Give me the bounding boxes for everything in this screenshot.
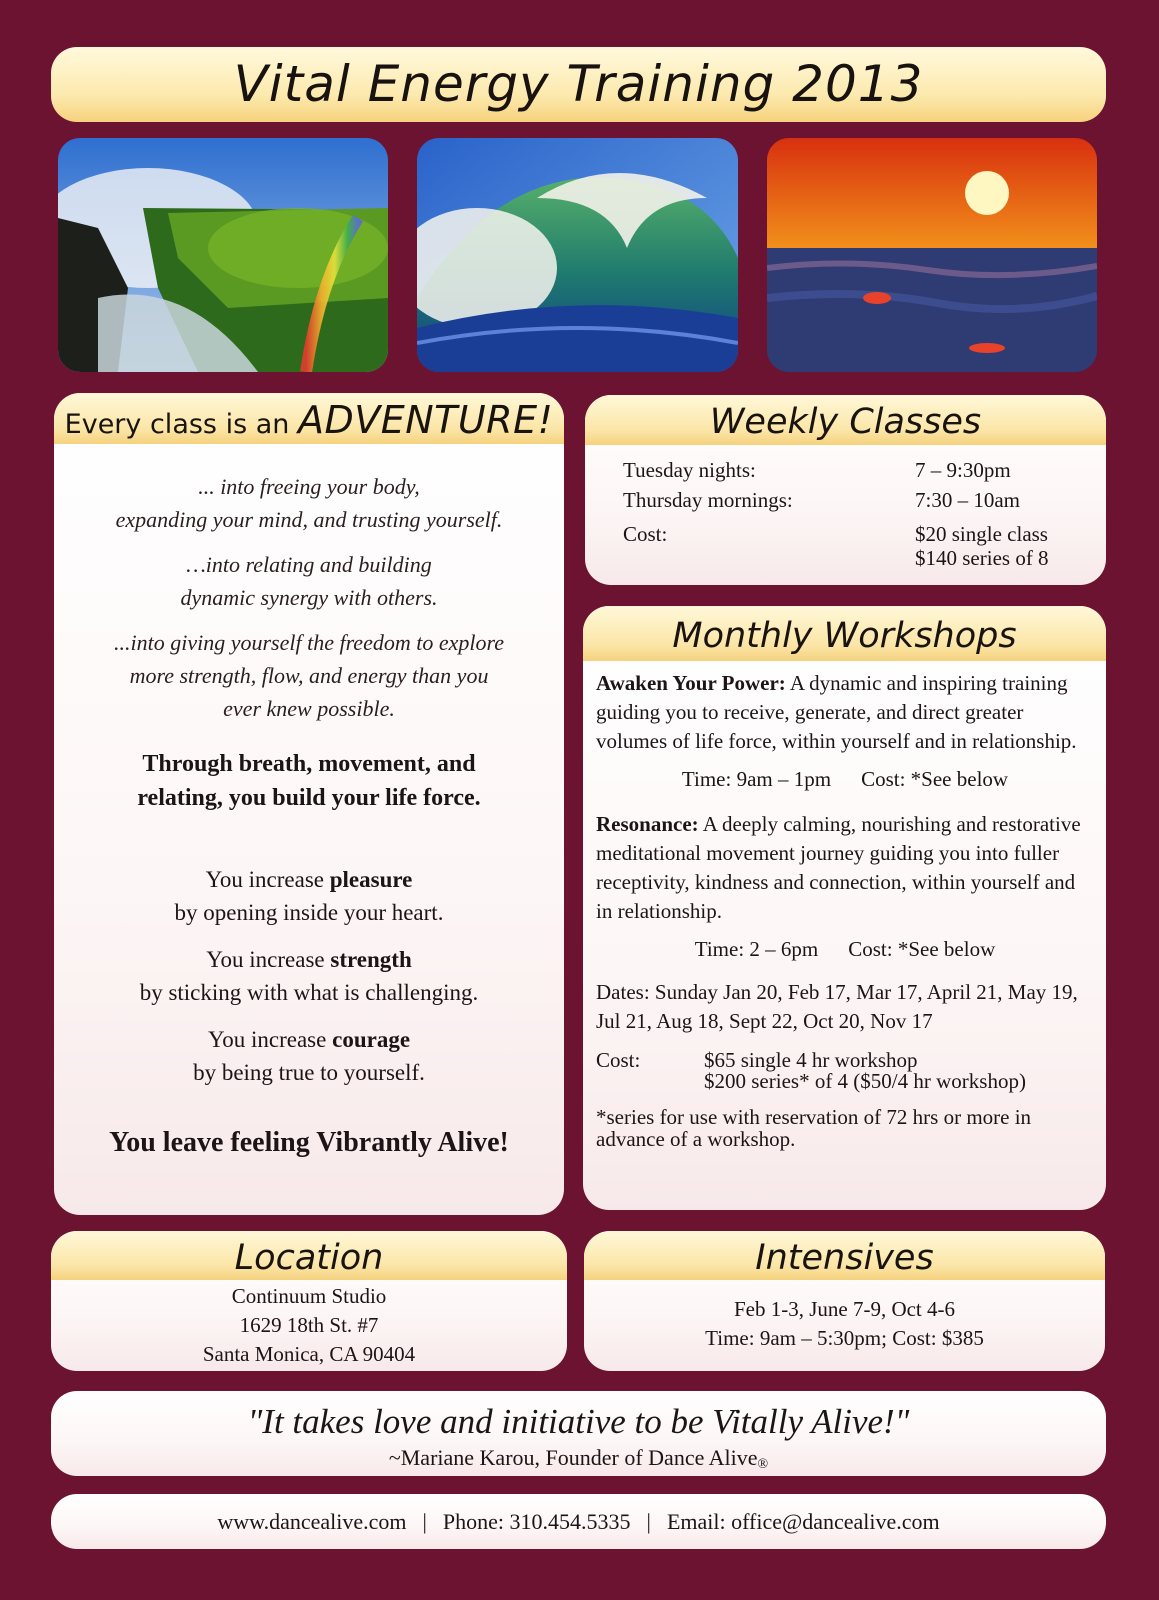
workshop-cost-single: $65 single 4 hr workshop <box>704 1048 918 1072</box>
contact-footer <box>51 1494 1106 1549</box>
schedule-day: Thursday mornings: <box>623 488 793 512</box>
workshop-cost: Cost: *See below <box>861 767 1009 791</box>
monthly-workshops-heading: Monthly Workshops <box>583 606 1106 661</box>
workshop-cost-table <box>596 1050 1094 1092</box>
adventure-heading <box>54 393 564 444</box>
workshop-resonance <box>596 810 1094 926</box>
increase-pre: You increase <box>205 867 330 892</box>
weekly-cost-row <box>623 546 1083 570</box>
increase-word: courage <box>332 1027 411 1052</box>
bold-line: Through breath, movement, and <box>142 751 476 777</box>
italic-block-3 <box>54 626 564 725</box>
italic-line: expanding your mind, and trusting yourself. <box>115 507 503 532</box>
life-force-statement <box>54 747 564 815</box>
schedule-row <box>623 485 1083 515</box>
quote-text: "It takes love and initiative to be Vitally Alive!" <box>247 1402 910 1441</box>
italic-block-1 <box>54 470 564 536</box>
street-address: 1629 18th St. #7 <box>239 1313 379 1337</box>
footer-separator: | <box>422 1509 427 1534</box>
schedule-row <box>623 455 1083 485</box>
registered-mark: ® <box>757 1457 769 1472</box>
bold-line: relating, you build your life force. <box>137 785 481 811</box>
website-link[interactable]: www.dancealive.com <box>217 1509 407 1534</box>
italic-line: ever knew possible. <box>223 696 395 721</box>
intensive-time-cost: Time: 9am – 5:30pm; Cost: $385 <box>705 1326 984 1350</box>
schedule-day: Tuesday nights: <box>623 458 756 482</box>
waterfall-rainbow-photo <box>58 138 388 372</box>
weekly-cost-row <box>623 522 1083 546</box>
workshop-name: Awaken Your Power: <box>596 671 786 695</box>
ocean-sunset-photo <box>767 138 1097 372</box>
increase-strength <box>54 943 564 1009</box>
adventure-panel <box>54 393 564 1215</box>
location-heading: Location <box>51 1231 567 1280</box>
quote-panel <box>51 1391 1106 1476</box>
location-panel <box>51 1231 567 1371</box>
phone-number[interactable]: Phone: 310.454.5335 <box>442 1509 631 1534</box>
weekly-schedule <box>623 455 1083 570</box>
italic-line: dynamic synergy with others. <box>180 585 438 610</box>
schedule-time: 7 – 9:30pm <box>915 458 1011 482</box>
workshop-description: A dynamic and inspiring training guiding you to receive, generate, and direct greater volumes of life force, within yourself and in relationship. <box>596 671 1077 753</box>
workshop-cost: Cost: *See below <box>848 937 996 961</box>
increase-word: strength <box>330 947 412 972</box>
increase-pre: You increase <box>206 947 331 972</box>
footer-separator: | <box>646 1509 651 1534</box>
italic-line: ...into giving yourself the freedom to explore <box>113 630 504 655</box>
workshop-awaken-your-power <box>596 669 1094 756</box>
schedule-time: 7:30 – 10am <box>915 488 1020 512</box>
page-title: Vital Energy Training 2013 <box>51 47 1106 122</box>
italic-line: ... into freeing your body, <box>198 474 420 499</box>
italic-block-2 <box>54 548 564 614</box>
quote-attribution: ~Mariane Karou, Founder of Dance Alive <box>388 1445 758 1470</box>
workshop-description: A deeply calming, nourishing and restorative meditational movement journey guiding you into fuller receptivity, kindness and connection, within yourself and in relationship. <box>596 812 1081 923</box>
monthly-workshops-panel <box>583 606 1106 1210</box>
weekly-cost-single: $20 single class <box>915 522 1048 546</box>
vibrantly-alive-tagline: You leave feeling Vibrantly Alive! <box>109 1127 509 1158</box>
weekly-cost-series: $140 series of 8 <box>915 546 1049 570</box>
workshop-name: Resonance: <box>596 812 699 836</box>
workshop-time-row <box>596 935 1094 964</box>
workshop-time: Time: 9am – 1pm <box>681 767 832 791</box>
studio-name: Continuum Studio <box>231 1284 387 1308</box>
increase-line2: by being true to yourself. <box>193 1060 425 1085</box>
ocean-wave-photo <box>417 138 738 372</box>
workshop-time: Time: 2 – 6pm <box>694 937 819 961</box>
adventure-heading-pre: Every class is an <box>64 409 298 440</box>
increase-line2: by sticking with what is challenging. <box>139 980 479 1005</box>
intensive-dates: Feb 1-3, June 7-9, Oct 4-6 <box>733 1297 956 1321</box>
weekly-classes-heading: Weekly Classes <box>585 395 1106 445</box>
adventure-heading-big: ADVENTURE! <box>297 398 554 442</box>
workshop-cost-label: Cost: <box>596 1048 641 1072</box>
email-link[interactable]: Email: office@dancealive.com <box>666 1509 940 1534</box>
increase-line2: by opening inside your heart. <box>174 900 444 925</box>
weekly-cost-label: Cost: <box>623 522 668 546</box>
series-note: *series for use with reservation of 72 hrs or more in advance of a workshop. <box>596 1105 1032 1151</box>
italic-line: more strength, flow, and energy than you <box>129 663 489 688</box>
workshop-cost-series: $200 series* of 4 ($50/4 hr workshop) <box>704 1069 1026 1093</box>
increase-pre: You increase <box>207 1027 333 1052</box>
city-state-zip: Santa Monica, CA 90404 <box>202 1342 416 1366</box>
increase-courage <box>54 1023 564 1089</box>
increase-word: pleasure <box>329 867 413 892</box>
italic-line: …into relating and building <box>186 552 432 577</box>
weekly-classes-panel <box>585 395 1106 585</box>
workshop-time-row <box>596 765 1094 794</box>
intensives-panel <box>584 1231 1105 1371</box>
increase-pleasure <box>54 863 564 929</box>
workshop-dates: Dates: Sunday Jan 20, Feb 17, Mar 17, April 21, May 19, Jul 21, Aug 18, Sept 22, Oct 20, Nov 17 <box>596 980 1078 1033</box>
intensives-heading: Intensives <box>584 1231 1105 1280</box>
quote-attribution-row <box>51 1445 1106 1476</box>
